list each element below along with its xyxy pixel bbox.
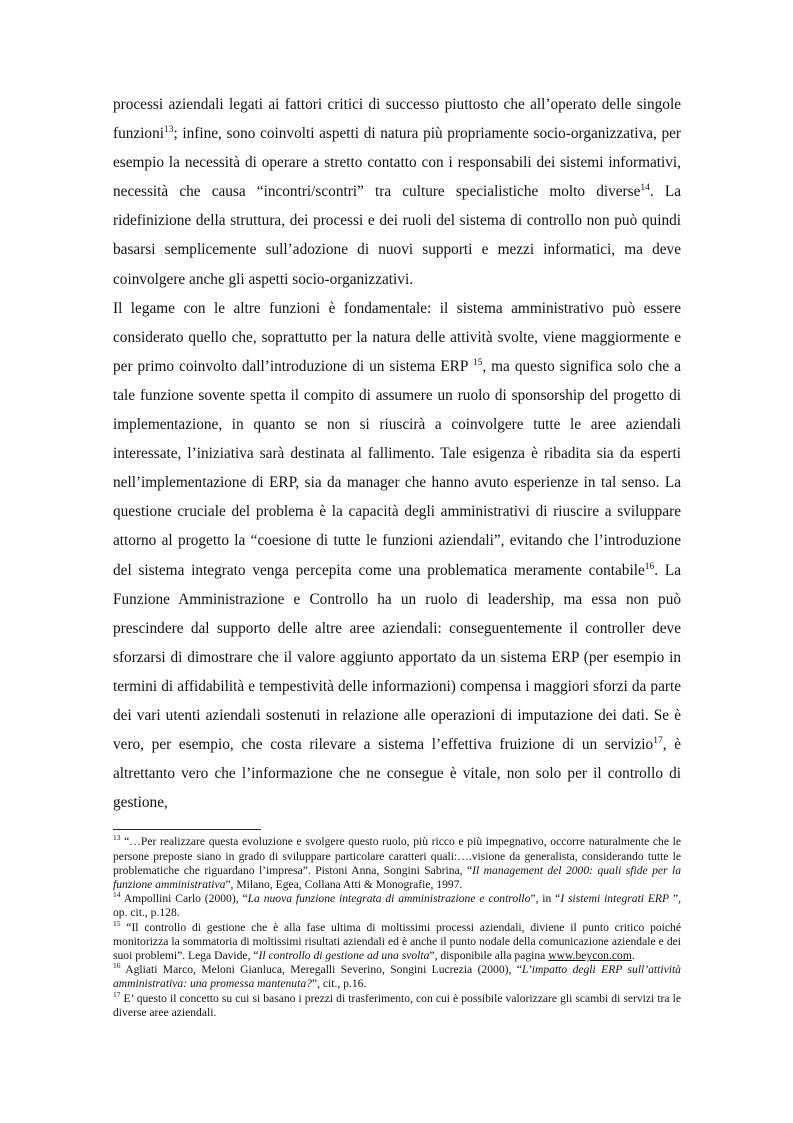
footnote — [113, 892, 681, 920]
footnote-title-italic: I sistemi integrati ERP — [560, 892, 670, 906]
footnote-text: Agliati Marco, Meloni Gianluca, Meregalli Severino, Songini Lucrezia (2000), “ — [120, 963, 522, 977]
footnote-text: ”, in “ — [530, 892, 561, 906]
paragraph-text: , è altrettanto vero che l’informazione che ne consegue è vitale, non solo per il controllo di gestione, — [113, 736, 681, 812]
footnote-text: ”, disponibile alla pagina — [429, 948, 549, 962]
footnote — [113, 835, 681, 892]
footnote-text: . — [631, 948, 635, 962]
footnote-separator — [113, 829, 261, 830]
footnote-title-italic: L’impatto degli ERP sull’attività amministrativa: una promessa mantenuta? — [113, 963, 681, 991]
footnote — [113, 963, 681, 991]
footnote — [113, 989, 681, 1020]
footnote-text: “Il controllo di gestione che è alla fase ultima di moltissimi processi aziendali, diviene il punto critico poiché monitorizza la sommatoria di moltissimi risultati aziendali ed è anche il punto nodale della comunicazione aziendale e dei suoi problemi”. Lega Davide, “ — [113, 920, 681, 962]
footnote — [113, 918, 681, 964]
footnote-link[interactable]: www.beycon.com — [548, 948, 632, 962]
document-page — [113, 90, 681, 1020]
paragraph-text: processi aziendali legati ai fattori critici di successo piuttosto che all’operato delle singole funzioni — [113, 96, 681, 143]
footnote-footnote-ref: 14 — [113, 890, 121, 900]
paragraph-footnote-ref: 13 — [163, 125, 174, 135]
footnote-title-italic: Il management del 2000: quali sfide per la funzione amministrativa — [113, 863, 681, 891]
paragraph-footnote-ref: 16 — [644, 561, 655, 572]
paragraph-footnote-ref: 17 — [653, 735, 663, 746]
paragraph-footnote-ref: 14 — [640, 183, 650, 194]
footnotes — [113, 835, 681, 1020]
paragraph-text: ; infine, sono coinvolti aspetti di natura più propriamente socio-organizzativa, per esempio la necessità di operare a stretto contatto con i responsabili dei sistemi informativi, necessità che causa “incontri/scontri” tra culture specialistiche molto diverse — [113, 125, 681, 201]
paragraph-text: . La Funzione Amministrazione e Controllo ha un ruolo di leadership, ma essa non può prescindere dal supporto delle altre aree aziendali: conseguentemente il controller deve sforzarsi di dimostrare che il valore aggiunto apportato da un sistema ERP (per esempio in termini di affidabilità e tempestività delle informazioni) compensa i maggiori sforzi da parte dei vari utenti aziendali sostenuti in relazione alle operazioni di imputazione dei dati. Se è vero, per esempio, che costa rilevare a sistema l’effettiva fruizione di un servizio — [113, 561, 681, 754]
paragraph-text: Il legame con le altre funzioni è fondamentale: il sistema amministrativo può essere considerato quello che, soprattutto per la natura delle attività svolte, viene maggiormente e per primo coinvolto dall’introduzione di un sistema ERP — [113, 299, 681, 375]
paragraph — [113, 90, 681, 294]
footnote-title-italic: La nuova funzione integrata di amministrazione e controllo — [247, 892, 531, 906]
paragraph-text: , ma questo significa solo che a tale funzione sovente spetta il compito di assumere un ruolo di sponsorship del progetto di implementazione, in quanto se non si riuscirà a coinvolgere tutte le aree aziendali interessate, l’iniziativa sarà destinata al fallimento. Tale esigenza è ribadita sia da esperti nell’implementazione di ERP, sia da manager che hanno avuto esperienze in tal senso. La questione cruciale del problema è la capacità degli amministrativi di riuscire a sviluppare attorno al progetto la “coesione di tutte le funzioni aziendali”, evitando che l’introduzione del sistema integrato venga percepita come una problematica meramente contabile — [113, 357, 681, 579]
footnote-footnote-ref: 16 — [113, 961, 121, 971]
footnote-footnote-ref: 13 — [113, 833, 121, 843]
paragraph-footnote-ref: 15 — [472, 357, 483, 368]
paragraph — [113, 294, 681, 818]
footnote-text: ”, Milano, Egea, Collana Atti & Monografie, 1997. — [225, 877, 463, 891]
footnote-text: “…Per realizzare questa evoluzione e svolgere questo ruolo, più ricco e più impegnativo, occorre naturalmente che le persone preposte siano in grado di sviluppare particolare caratteri quali:….visione da generalista, considerando tutte le problematiche che riguardano l’impresa”. Pistoni Anna, Songini Sabrina, “ — [113, 835, 681, 877]
footnote-title-italic: Il controllo di gestione ad una svolta — [258, 948, 430, 962]
footnote-text: Ampollini Carlo (2000), “ — [120, 892, 248, 906]
paragraph-text: . La ridefinizione della struttura, dei processi e dei ruoli del sistema di controllo non può quindi basarsi semplicemente sull’adozione di nuovi supporti e mezzi informatici, ma deve coinvolgere anche gli aspetti socio-organizzativi. — [113, 183, 681, 288]
footnote-footnote-ref: 15 — [113, 918, 121, 928]
footnote-text: ”, op. cit., p.128. — [113, 892, 681, 920]
body-text — [113, 90, 681, 817]
footnote-footnote-ref: 17 — [113, 989, 121, 999]
footnote-text: E’ questo il concetto su cui si basano i prezzi di trasferimento, con cui è possibile valorizzare gli scambi di servizi tra le diverse aree aziendali. — [113, 991, 681, 1019]
footnote-text: ”, cit., p.16. — [311, 977, 367, 991]
